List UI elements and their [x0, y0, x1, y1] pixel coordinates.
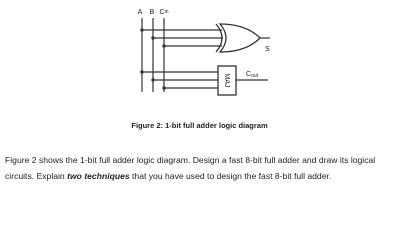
output-label-cout: Cout [246, 71, 259, 79]
input-label-a: A [137, 9, 143, 16]
input-label-b: B [149, 9, 155, 16]
junction-dot [140, 28, 143, 31]
input-label-cin: Cin [159, 9, 169, 16]
question-text-part2: that you have used to design the fast 8-bit full adder. [129, 171, 332, 181]
figure-caption: Figure 2: 1-bit full adder logic diagram [131, 121, 268, 130]
junction-dot [162, 44, 165, 47]
question-text [5, 152, 397, 184]
xor-gate-body [220, 24, 260, 52]
majority-block-label: MAJ [223, 73, 231, 88]
output-label-sum: S [265, 46, 270, 53]
junction-dot [151, 78, 154, 81]
junction-dot [162, 86, 165, 89]
junction-dot [151, 36, 154, 39]
junction-dot [140, 70, 143, 73]
question-text-part1: Figure 2 shows the 1-bit full adder logic diagram. Design a fast 8-bit full adder and draw its logical circuits. Explain [5, 155, 376, 181]
question-emphasis: two techniques [67, 171, 130, 181]
